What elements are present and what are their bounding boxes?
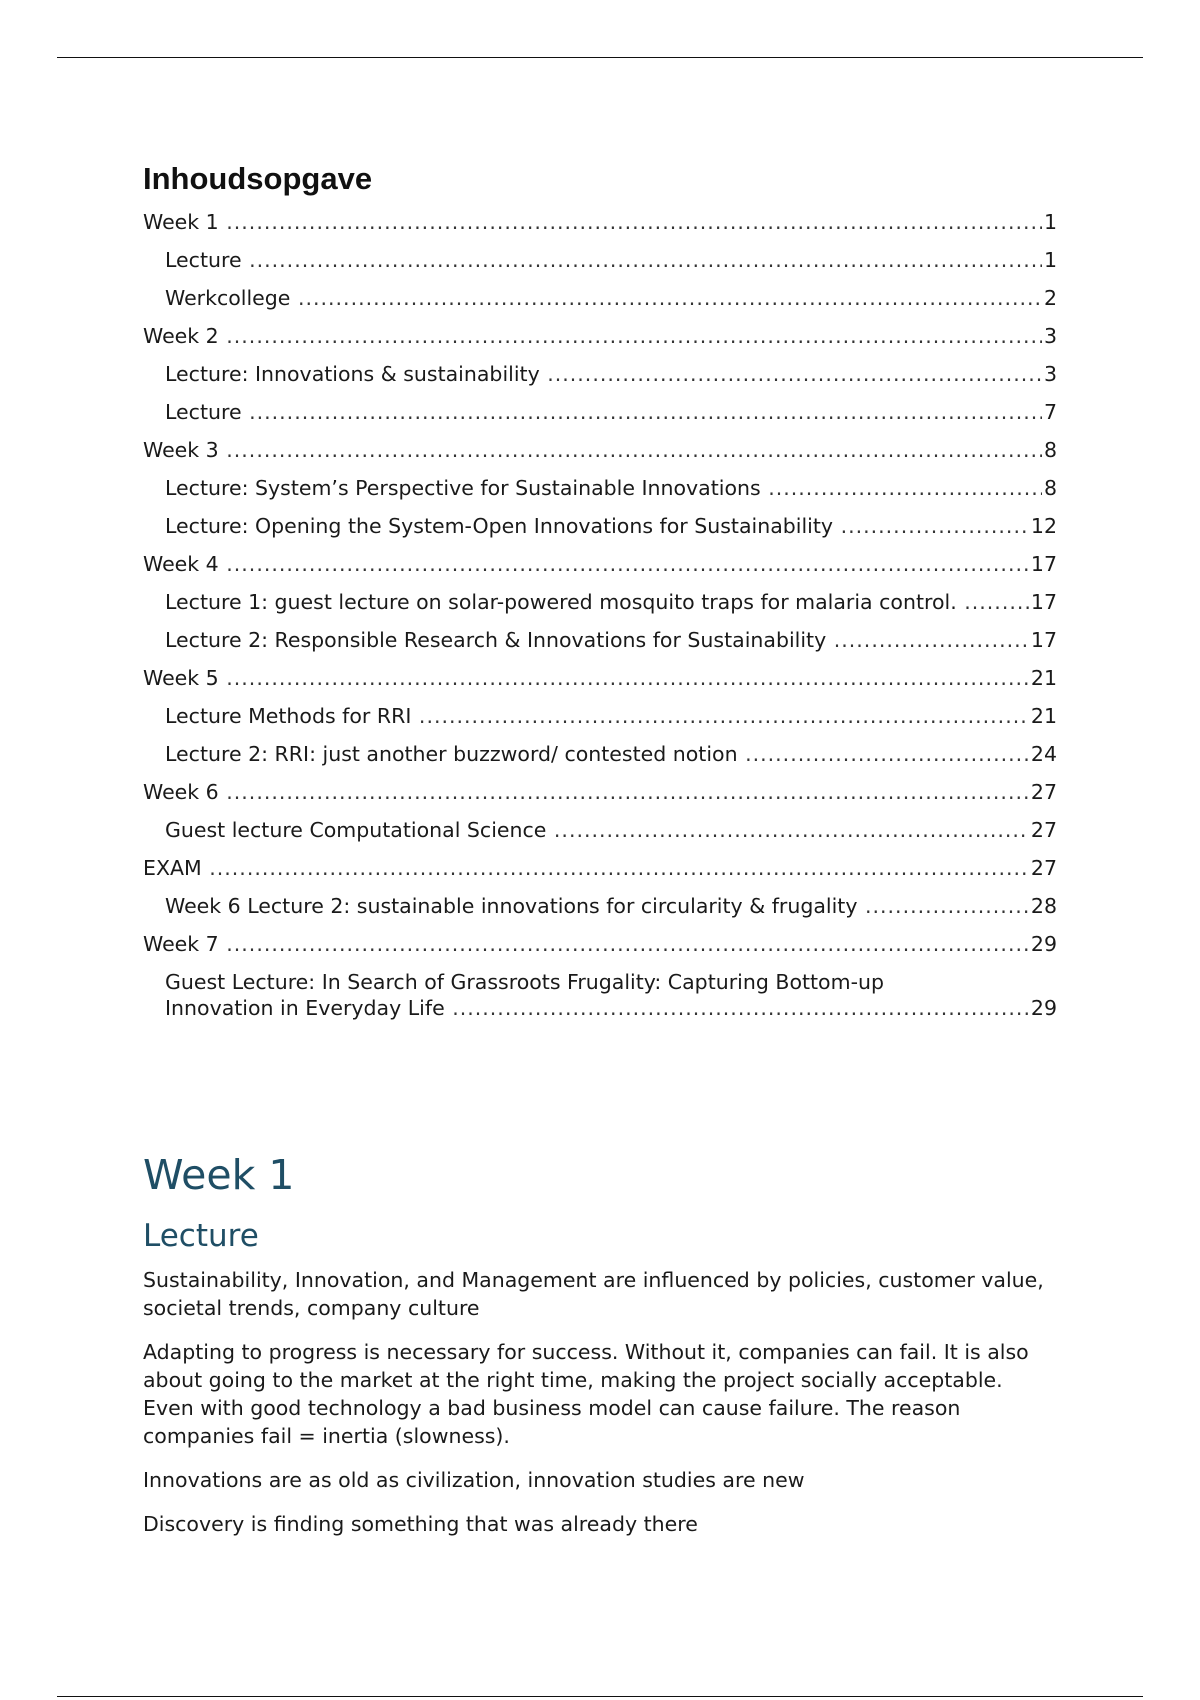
toc-entry-page: 3 [1043,324,1057,349]
toc-entry-page: 8 [1043,438,1057,463]
toc-entry[interactable] [143,931,1057,957]
toc-title: Inhoudsopgave [143,161,373,196]
toc-entry-label: Lecture: Innovations & sustainability [165,362,540,387]
toc-entry-page: 17 [1030,628,1057,653]
toc-entry-page: 27 [1030,856,1057,881]
toc-entry[interactable] [143,855,1057,881]
toc-entry-label: Week 2 [143,324,219,349]
toc-entry-page: 7 [1043,400,1057,425]
paragraph: Innovations are as old as civilization, innovation studies are new [143,1467,805,1492]
paragraph: Sustainability, Innovation, and Management are influenced by policies, customer value, societal trends, company culture [143,1267,1044,1320]
toc-entry-page: 27 [1030,780,1057,805]
toc-entry[interactable] [143,361,1057,387]
toc-entry[interactable] [143,627,1057,653]
header-rule [57,57,1143,58]
toc-entry-label: Week 7 [143,932,219,957]
toc-entry-label: Lecture 1: guest lecture on solar-powered mosquito traps for malaria control. [165,590,957,615]
section-heading: Week 1 [143,1151,295,1200]
toc-entry-label: Lecture 2: Responsible Research & Innovations for Sustainability [165,628,827,653]
toc-entry-label-line2: Innovation in Everyday Life [165,996,445,1021]
section-subheading: Lecture [143,1218,259,1255]
toc-entry-page: 3 [1043,362,1057,387]
toc-entry-label: Werkcollege [165,286,291,311]
toc-entry[interactable] [143,589,1057,615]
toc-entry-label: Lecture [165,248,242,273]
toc-entry-page: 17 [1030,590,1057,615]
toc-entry-label: Lecture [165,400,242,425]
toc-entry[interactable] [143,513,1057,539]
toc-entry[interactable] [143,437,1057,463]
toc-entry-label: Week 5 [143,666,219,691]
toc-entry-label: Week 1 [143,210,219,235]
toc-entry[interactable] [143,703,1057,729]
toc-entry-label: Lecture: System’s Perspective for Sustainable Innovations [165,476,761,501]
toc-entry[interactable] [143,475,1057,501]
toc-entry-label: EXAM [143,856,202,881]
toc-entry-page: 29 [1030,932,1057,957]
toc-entry-page: 17 [1030,552,1057,577]
toc-list [143,209,1057,1021]
toc-entry-label: Week 6 Lecture 2: sustainable innovations for circularity & frugality [165,894,858,919]
toc-entry[interactable] [143,247,1057,273]
toc-entry-page: 28 [1030,894,1057,919]
toc-entry[interactable] [143,285,1057,311]
toc-entry[interactable] [143,817,1057,843]
toc-entry-label: Lecture Methods for RRI [165,704,412,729]
paragraph: Adapting to progress is necessary for success. Without it, companies can fail. It is also about going to the market at the right time, making the project socially acceptable. Even with good technology a bad business model can cause failure. The reason companies fail = inertia (slowness). [143,1339,1029,1448]
toc-entry[interactable] [143,969,1057,1021]
toc-entry-page: 1 [1043,248,1057,273]
toc-entry[interactable] [143,209,1057,235]
toc-entry-label: Week 6 [143,780,219,805]
toc-entry-page: 27 [1030,818,1057,843]
toc-entry[interactable] [143,741,1057,767]
toc-entry[interactable] [143,665,1057,691]
footer-rule [57,1696,1143,1697]
toc-entry[interactable] [143,551,1057,577]
toc-entry-label: Lecture: Opening the System-Open Innovations for Sustainability [165,514,834,539]
toc-entry-page: 8 [1043,476,1057,501]
toc-entry-page: 24 [1030,742,1057,767]
toc-entry[interactable] [143,893,1057,919]
toc-entry-label-line1: Guest Lecture: In Search of Grassroots Frugality: Capturing Bottom-up [165,970,884,995]
paragraph: Discovery is finding something that was already there [143,1511,698,1536]
toc-entry[interactable] [143,779,1057,805]
toc-entry-page: 2 [1043,286,1057,311]
toc-entry-page: 21 [1030,666,1057,691]
toc-entry-page: 29 [1030,996,1057,1021]
toc-entry-page: 12 [1030,514,1057,539]
toc-entry-label: Lecture 2: RRI: just another buzzword/ contested notion [165,742,738,767]
toc-entry[interactable] [143,399,1057,425]
toc-entry-page: 1 [1043,210,1057,235]
toc-entry-page: 21 [1030,704,1057,729]
toc-entry-label: Guest lecture Computational Science [165,818,547,843]
toc-entry[interactable] [143,323,1057,349]
document-content [143,160,1057,1554]
toc-entry-label: Week 4 [143,552,219,577]
toc-entry-label: Week 3 [143,438,219,463]
